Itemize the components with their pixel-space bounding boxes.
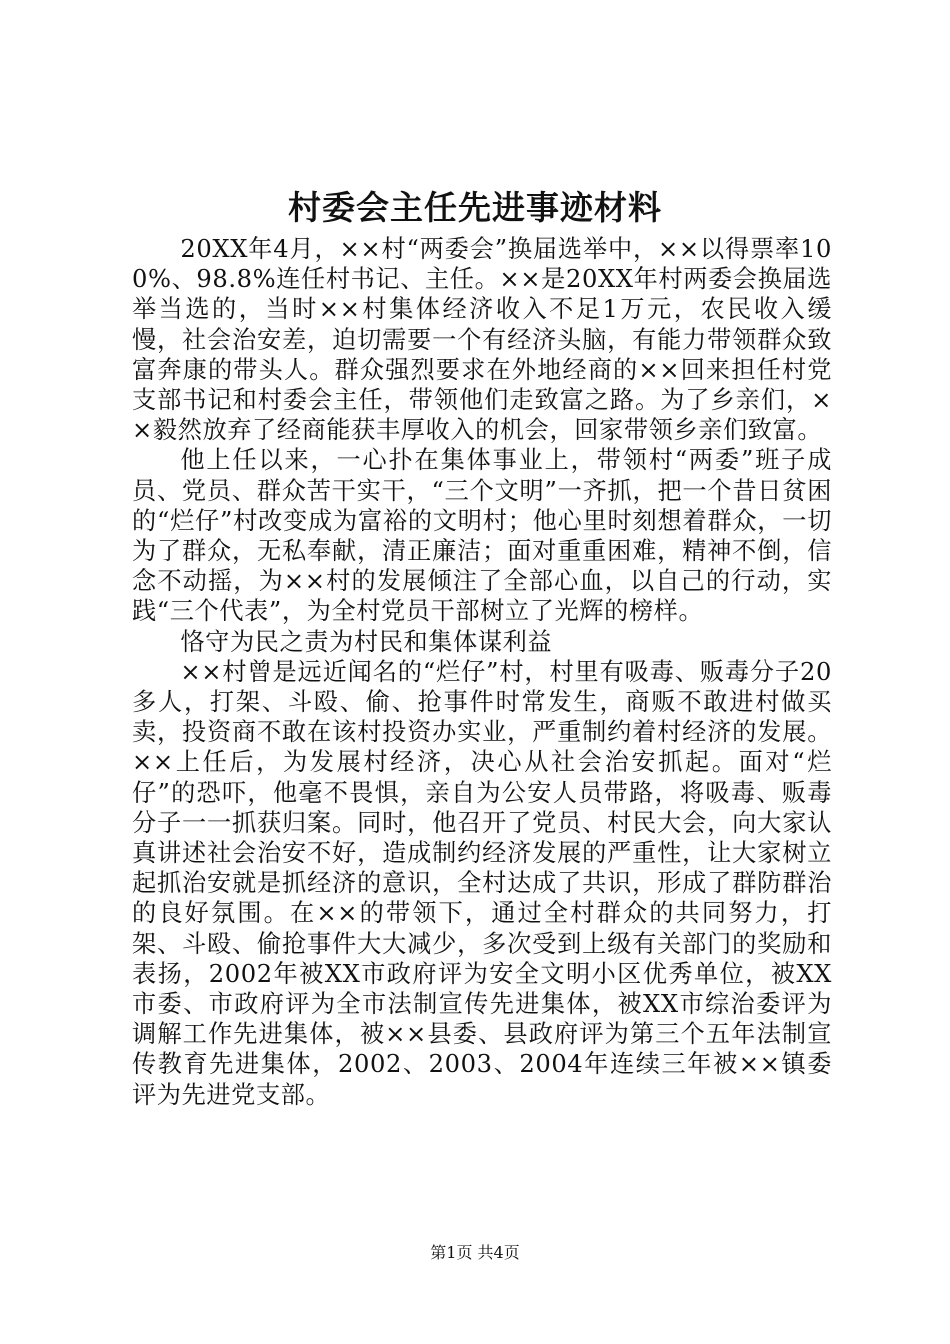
paragraph-intro: 20XX年4月，××村“两委会”换届选举中，××以得票率100%、98.8%连任村书记、主任。××是20XX年村两委会换届选举当选的，当时××村集体经济收入不足1万元，农民收入缓慢，社会治安差，迫切需要一个有经济头脑，有能力带领群众致富奔康的带头人。群众强烈要求在外地经商的××回来担任村党支部书记和村委会主任，带领他们走致富之路。为了乡亲们，××毅然放弃了经商能获丰厚收入的机会，回家带领乡亲们致富。 [132, 235, 832, 445]
document-body [132, 234, 832, 1110]
section-heading: 恪守为民之责为村民和集体谋利益 [180, 627, 553, 656]
document-title: 村委会主任先进事迹材料 [288, 188, 662, 227]
paragraph-public-security: ××村曾是远近闻名的“烂仔”村，村里有吸毒、贩毒分子20多人，打架、斗殴、偷、抢事件时常发生，商贩不敢进村做买卖，投资商不敢在该村投资办实业，严重制约着村经济的发展。××上任后，为发展村经济，决心从社会治安抓起。面对“烂仔”的恐吓，他毫不畏惧，亲自为公安人员带路，将吸毒、贩毒分子一一抓获归案。同时，他召开了党员、村民大会，向大家认真讲述社会治安不好，造成制约经济发展的严重性，让大家树立起抓治安就是抓经济的意识，全村达成了共识，形成了群防群治的良好氛围。在××的带领下，通过全村群众的共同努力，打架、斗殴、偷抢事件大大减少，多次受到上级有关部门的奖励和表扬，2002年被XX市政府评为安全文明小区优秀单位，被XX市委、市政府评为全市法制宣传先进集体，被XX市综治委评为调解工作先进集体，被××县委、县政府评为第三个五年法制宣传教育先进集体，2002、2003、2004年连续三年被××镇委评为先进党支部。 [132, 657, 832, 1109]
page-number-footer: 第1页 共4页 [430, 1243, 520, 1262]
paragraph-achievements: 他上任以来，一心扑在集体事业上，带领村“两委”班子成员、党员、群众苦干实干，“三个文明”一齐抓，把一个昔日贫困的“烂仔”村改变成为富裕的文明村；他心里时刻想着群众，一切为了群众，无私奉献，清正廉洁；面对重重困难，精神不倒，信念不动摇，为××村的发展倾注了全部心血，以自己的行动，实践“三个代表”，为全村党员干部树立了光辉的榜样。 [132, 446, 832, 626]
